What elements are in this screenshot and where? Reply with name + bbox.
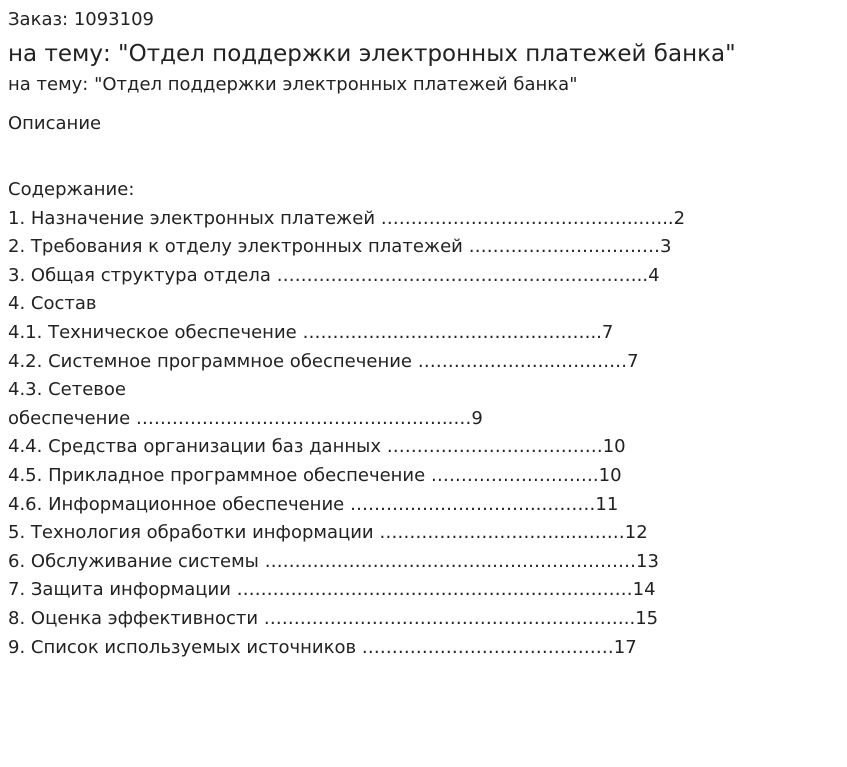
- toc-item: 2. Требования к отделу электронных платежей ……………..……………3: [8, 236, 672, 258]
- toc-item: 6. Обслуживание системы ………………………………..……………………13: [8, 550, 659, 572]
- page-title: на тему: "Отдел поддержки электронных платежей банка": [8, 41, 736, 67]
- toc-heading: Содержание:: [8, 179, 135, 200]
- toc-item: 1. Назначение электронных платежей ……………………………………..…..2: [8, 207, 686, 229]
- toc-item: 4.1. Техническое обеспечение …………………………………………..7: [8, 321, 614, 343]
- toc-item: 5. Технология обработки информации …………………………..………12: [8, 522, 648, 544]
- order-number: Заказ: 1093109: [8, 9, 154, 30]
- toc-item: 4.5. Прикладное программное обеспечение ……………………….10: [8, 464, 622, 486]
- toc-item: 4. Состав: [8, 293, 97, 315]
- toc-item: 4.4. Средства организации баз данных ………………………………10: [8, 436, 626, 458]
- toc-item: 4.3. Сетевое: [8, 379, 126, 401]
- toc-item: 4.6. Информационное обеспечение …………………………..………11: [8, 493, 619, 515]
- toc-item: обеспечение ……………………………………………..…9: [8, 407, 483, 429]
- page-subtitle: на тему: "Отдел поддержки электронных платежей банка": [8, 74, 578, 95]
- toc-item: 4.2. Системное программное обеспечение …………………..…………7: [8, 350, 639, 372]
- table-of-contents: [8, 176, 847, 662]
- toc-item: 8. Оценка эффективности ……………………………………………………..15: [8, 607, 659, 629]
- description-heading: Описание: [8, 113, 102, 134]
- toc-item: 9. Список используемых источников ……………………………………17: [8, 636, 637, 658]
- toc-item: 7. Защита информации …………………………………………………………14: [8, 579, 656, 601]
- toc-item: 3. Общая структура отдела ……………………………………………………..4: [8, 264, 660, 286]
